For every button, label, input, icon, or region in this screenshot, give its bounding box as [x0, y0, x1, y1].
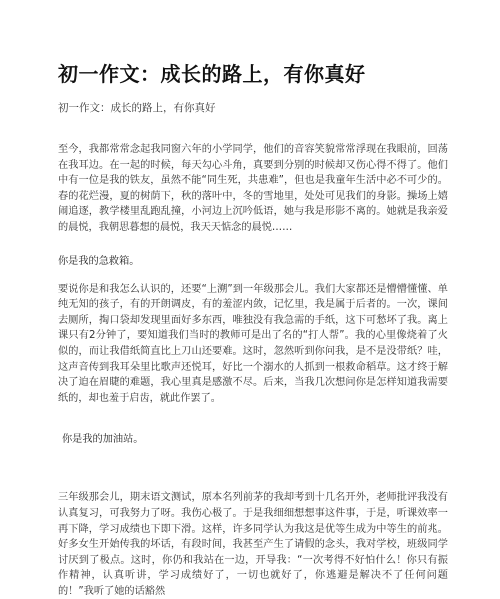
paragraph-intro: 至今，我都常常念起我同窗六年的小学同学，他们的音容笑貌常常浮现在我眼前，回荡在我耳边。在一起的时候，每天勾心斗角，真要到分别的时候却又伤心得不得了。他们中有一位是我的铁友，虽然不能“同生死，共患难”，但也是我童年生活中必不可少的。春的花烂漫，夏的树荫下，秋的落叶中，冬的雪地里，处处可见我们的身影。操场上嬉闹追逐，教学楼里乱跑乱撞，小河边上沉吟低语，她与我是形影不离的。她就是我亲爱的晨悦，我朝思暮想的晨悦，我天天惦念的晨悦……: [58, 144, 448, 233]
section-heading-first-aid-kit: 你是我的急救箱。: [58, 255, 140, 267]
article-subtitle: 初一作文：成长的路上，有你真好: [58, 102, 216, 114]
section-heading-gas-station: 你是我的加油站。: [62, 434, 144, 446]
article-title: 初一作文：成长的路上，有你真好: [58, 62, 366, 86]
paragraph-first-aid-kit: 要说你是和我怎么认识的，还要“上溯”到一年级那会儿。我们大家都还是懵懵懂懂、单纯无知的孩子，有的开朗调皮，有的羞涩内敛，记忆里，我是属于后者的。一次，课间去厕所，掏口袋却发现里面好多东西，唯独没有我急需的手纸，这下可愁坏了我。离上课只有2分钟了，要知道我们当时的教师可是出了名的“打人帮”。我的心里像烧着了火似的，而让我借纸简直比上刀山还要难。这时，忽然听到你问我，是不是没带纸？哇，这声音传到我耳朵里比歌声还悦耳，好比一个溺水的人抓到一根救命稻草。这才终于解决了迫在眉睫的难题，我心里真是感激不尽。后来，当我几次想问你是怎样知道我需要纸的，却也羞于启齿，就此作罢了。: [58, 283, 448, 404]
paragraph-gas-station: 三年级那会儿，期末语文测试，原本名列前茅的我却考到十几名开外，老师批评我没有认真复习，可我努力了呀。我伤心极了。于是我细细想想事这件事，于是，听课效率一再下降，学习成绩也下即下滑。这样，许多同学认为我这是优等生成为中等生的前兆。好多女生开始传我的坏话，有段时间，我甚至产生了请假的念头，我对学校，班级同学讨厌到了极点。这时，你仍和我站在一边，开导我：“一次考得不好怕什么！你只有振作精神，认真听讲，学习成绩好了，一切也就好了，你逃避是解决不了任何问题的！”我听了她的话豁然: [58, 492, 448, 597]
